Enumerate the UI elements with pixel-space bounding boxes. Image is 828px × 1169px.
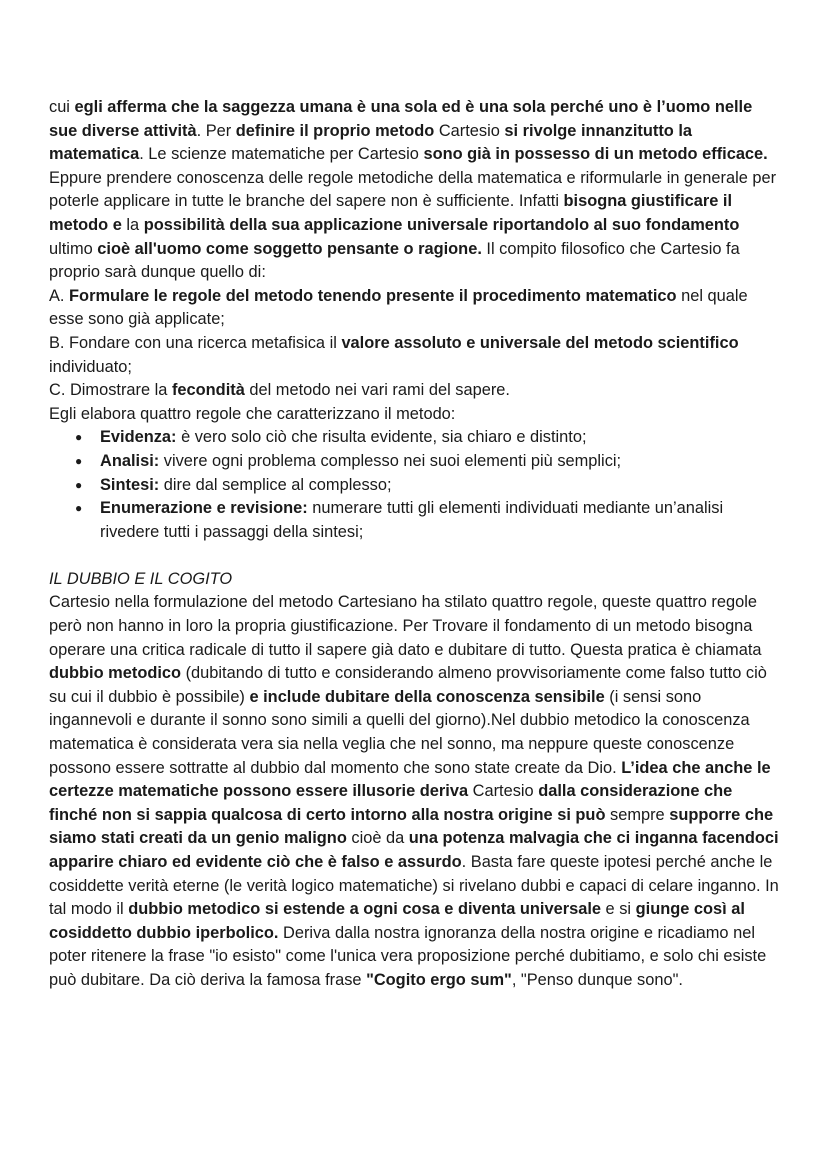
rules-list xyxy=(49,426,780,544)
text-run: A. xyxy=(49,286,70,305)
text-run: sempre xyxy=(605,805,670,824)
text-run: cui xyxy=(49,98,75,116)
section-title: IL DUBBIO E IL COGITO xyxy=(49,569,233,588)
bold-run: e include dubitare della conoscenza sensibile xyxy=(249,687,605,706)
bold-run: una potenza malvagia che ci inganna facendoci apparire chiaro ed evidente ciò che è falso e assurdo xyxy=(49,829,779,871)
bold-run: cioè all'uomo come soggetto pensante o ragione. xyxy=(97,239,482,258)
text-run: , "Penso dunque sono". xyxy=(511,970,683,989)
text-run: la xyxy=(121,215,144,234)
bold-run: egli afferma che la saggezza umana è una sola ed è una sola perché uno è l’uomo nelle sue diverse attività xyxy=(49,98,753,140)
bold-run: supporre che siamo stati creati da un genio maligno xyxy=(49,805,774,848)
rule-text: è vero solo ciò che risulta evidente, sia chiaro e distinto; xyxy=(176,428,587,447)
text-run: Cartesio nella formulazione del metodo Cartesiano ha stilato quattro regole, queste quattro regole però non hanno in loro la propria giustificazione. Per Trovare il fondamento di un metodo bisogna operare una critica radicale di tutto il sapere già dato e dubitare di tutto. Questa pratica è chiamata xyxy=(49,593,762,659)
bold-run: definire il proprio metodo xyxy=(235,121,435,140)
rule-text: vivere ogni problema complesso nei suoi elementi più semplici; xyxy=(159,451,622,470)
rule-sintesi xyxy=(100,474,780,498)
text-run: individuato; xyxy=(49,357,132,376)
text-run: Cartesio xyxy=(468,782,539,801)
bold-run: valore assoluto e universale del metodo scientifico xyxy=(341,333,739,352)
text-run: cioè da xyxy=(346,829,409,848)
rule-evidenza xyxy=(100,426,780,450)
text-run: e si xyxy=(601,900,636,919)
rule-term: Sintesi: xyxy=(100,475,160,494)
text-run: B. Fondare con una ricerca metafisica il xyxy=(49,333,342,352)
rule-text: numerare tutti gli elementi individuati mediante un’analisi rivedere tutti i passaggi della sintesi; xyxy=(100,499,724,541)
task-item-a xyxy=(49,285,780,332)
rules-intro: Egli elabora quattro regole che caratterizzano il metodo: xyxy=(49,404,456,423)
bold-run: si rivolge innanzitutto la matematica xyxy=(49,121,693,164)
bold-run: dalla considerazione che finché non si sappia qualcosa di certo intorno alla nostra origine si può xyxy=(49,782,733,824)
bold-run: dubbio metodico xyxy=(49,664,182,683)
text-run: Il compito filosofico che Cartesio fa proprio sarà dunque quello di: xyxy=(49,239,740,282)
rule-term: Analisi: xyxy=(100,451,160,470)
bold-run: possibilità della sua applicazione universale riportandolo al suo fondamento xyxy=(143,215,740,234)
bold-run: giunge così al cosiddetto dubbio iperbolico. xyxy=(49,900,745,942)
task-item-c xyxy=(49,379,780,403)
text-run: (dubitando di tutto e considerando almeno provvisoriamente come falso tutto ciò su cui il dubbio è possibile) xyxy=(49,664,767,706)
text-run: . Basta fare queste ipotesi perché anche le cosiddette verità eterne (le verità logico matematiche) si rivelano dubbi e capaci di celare inganno. In tal modo il xyxy=(49,853,779,919)
bold-run: dubbio metodico si estende a ogni cosa e diventa universale xyxy=(128,900,601,919)
text-run: nel quale esse sono già applicate; xyxy=(49,286,748,329)
text-run: . Le scienze matematiche per Cartesio xyxy=(139,145,424,164)
bold-run: fecondità xyxy=(171,381,245,400)
text-run: C. Dimostrare la xyxy=(49,381,172,400)
cogito-paragraph xyxy=(49,591,780,992)
bold-run: sono già in possesso di un metodo efficace. xyxy=(423,145,768,164)
bold-run: Formulare le regole del metodo tenendo presente il procedimento matematico xyxy=(69,286,677,305)
text-run: Eppure prendere conoscenza delle regole metodiche della matematica e riformularle in generale per poterle applicare in tutte le branche del sapere non è sufficiente. Infatti xyxy=(49,168,777,211)
rule-term: Evidenza: xyxy=(100,428,177,447)
bold-run: "Cogito ergo sum" xyxy=(366,970,512,989)
task-item-b xyxy=(49,332,780,379)
text-run: (i sensi sono ingannevoli e durante il sonno sono simili a quelli del giorno).Nel dubbio metodico la conoscenza matematica è considerata vera sia nella veglia che nel sonno, ma neppure queste conoscenze possono essere sottratte al dubbio dal momento che sono state create da Dio. xyxy=(49,687,750,777)
rule-text: dire dal semplice al complesso; xyxy=(159,475,392,494)
text-run: Cartesio xyxy=(434,121,505,140)
rule-enumerazione xyxy=(100,497,780,544)
rule-analisi xyxy=(100,450,780,474)
bold-run: bisogna giustificare il metodo e xyxy=(49,192,733,234)
text-run: Deriva dalla nostra ignoranza della nostra origine e ricadiamo nel poter ritenere la frase "io esisto" come l'unica vera proposizione perché dubitiamo, e solo chi esiste può dubitare. Da ciò deriva la famosa frase xyxy=(49,923,767,989)
text-run: ultimo xyxy=(49,239,98,258)
rule-term: Enumerazione e revisione: xyxy=(100,499,308,518)
text-run: . Per xyxy=(196,121,236,140)
text-run: del metodo nei vari rami del sapere. xyxy=(244,381,510,400)
intro-paragraph xyxy=(49,96,780,285)
bold-run: L’idea che anche le certezze matematiche possono essere illusorie deriva xyxy=(49,758,771,801)
